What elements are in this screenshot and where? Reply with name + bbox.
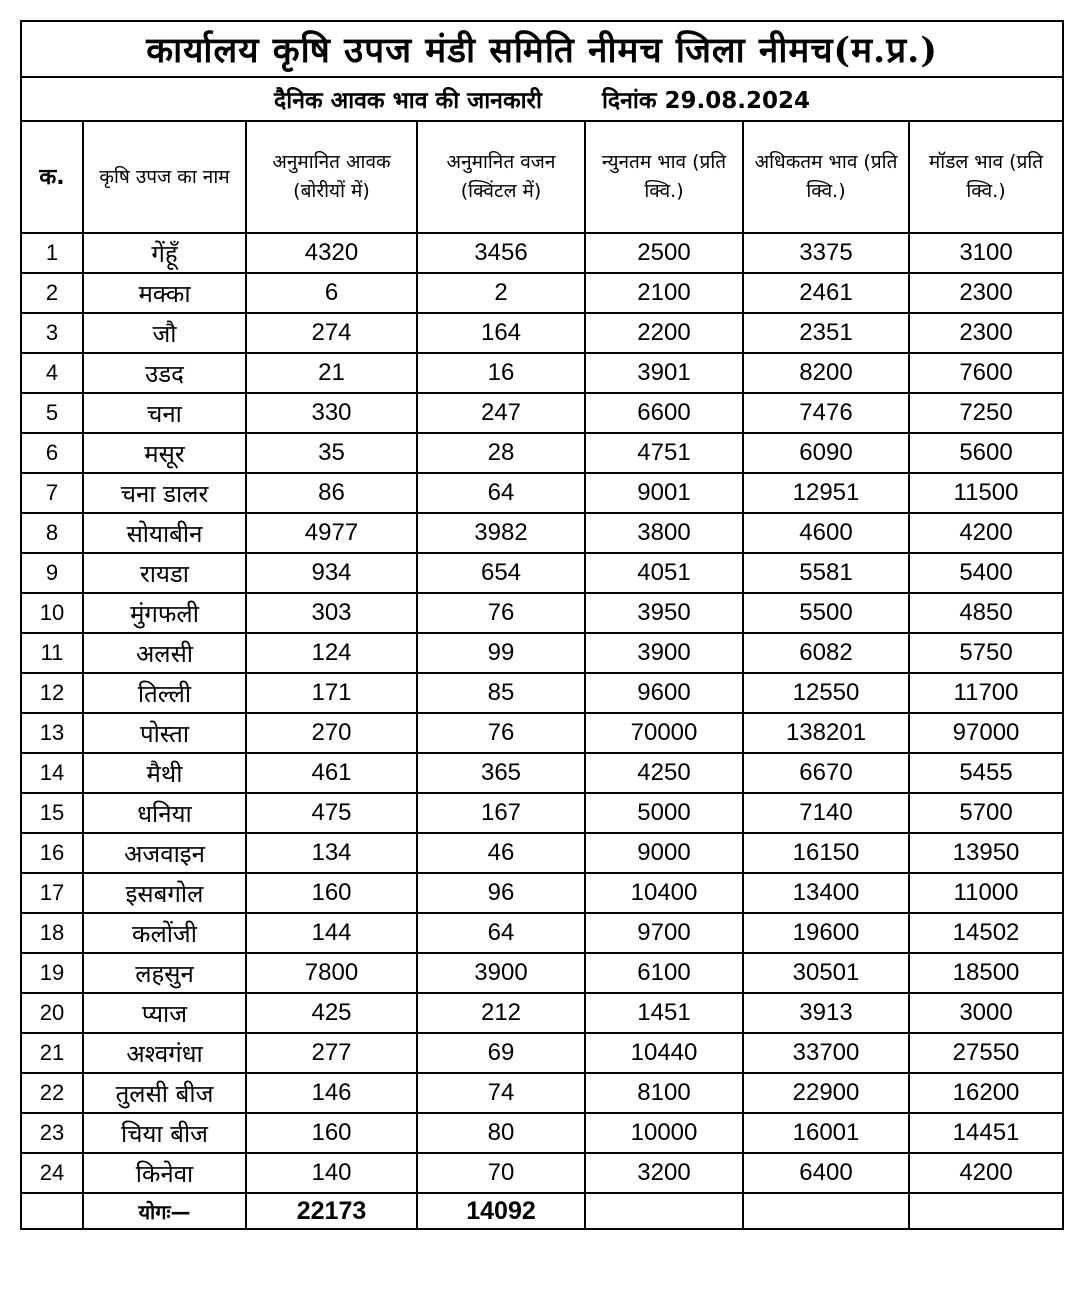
weight-quintal-cell: 96 (417, 873, 585, 913)
min-price-cell: 2500 (585, 233, 743, 273)
table-row (21, 233, 1063, 273)
modal-price-cell: 11000 (909, 873, 1063, 913)
col-header-max-price: अधिकतम भाव (प्रति क्वि.) (743, 121, 909, 233)
report-sheet (20, 20, 1062, 1230)
max-price-cell: 5581 (743, 553, 909, 593)
max-price-cell: 30501 (743, 953, 909, 993)
min-price-cell: 1451 (585, 993, 743, 1033)
max-price-cell: 3375 (743, 233, 909, 273)
serial-number-cell: 10 (21, 593, 83, 633)
max-price-cell: 12951 (743, 473, 909, 513)
crop-name-cell: तिल्ली (83, 673, 246, 713)
min-price-cell: 6100 (585, 953, 743, 993)
table-row (21, 353, 1063, 393)
max-price-cell: 7140 (743, 793, 909, 833)
arrival-bags-cell: 4320 (246, 233, 417, 273)
modal-price-cell: 5600 (909, 433, 1063, 473)
min-price-cell: 4250 (585, 753, 743, 793)
min-price-cell: 6600 (585, 393, 743, 433)
arrival-bags-cell: 934 (246, 553, 417, 593)
weight-quintal-cell: 76 (417, 713, 585, 753)
serial-number-cell: 24 (21, 1153, 83, 1193)
table-row (21, 1113, 1063, 1153)
total-empty-cell (909, 1193, 1063, 1229)
weight-quintal-cell: 76 (417, 593, 585, 633)
report-subtitle (21, 77, 1063, 121)
table-row (21, 753, 1063, 793)
total-label: योगः— (83, 1193, 246, 1229)
modal-price-cell: 5455 (909, 753, 1063, 793)
min-price-cell: 2100 (585, 273, 743, 313)
weight-quintal-cell: 3456 (417, 233, 585, 273)
modal-price-cell: 4850 (909, 593, 1063, 633)
arrival-bags-cell: 303 (246, 593, 417, 633)
max-price-cell: 8200 (743, 353, 909, 393)
crop-name-cell: अश्वगंधा (83, 1033, 246, 1073)
arrival-bags-cell: 160 (246, 1113, 417, 1153)
report-date: दिनांक 29.08.2024 (601, 88, 811, 114)
modal-price-cell: 5400 (909, 553, 1063, 593)
weight-quintal-cell: 247 (417, 393, 585, 433)
weight-quintal-cell: 80 (417, 1113, 585, 1153)
weight-quintal-cell: 654 (417, 553, 585, 593)
arrival-bags-cell: 21 (246, 353, 417, 393)
table-row (21, 473, 1063, 513)
crop-name-cell: पोस्ता (83, 713, 246, 753)
max-price-cell: 138201 (743, 713, 909, 753)
table-row (21, 673, 1063, 713)
arrival-bags-cell: 35 (246, 433, 417, 473)
table-row (21, 873, 1063, 913)
col-header-arrival-bags: अनुमानित आवक (बोरीयों में) (246, 121, 417, 233)
weight-quintal-cell: 16 (417, 353, 585, 393)
weight-quintal-cell: 69 (417, 1033, 585, 1073)
table-row (21, 393, 1063, 433)
table-row (21, 953, 1063, 993)
max-price-cell: 2461 (743, 273, 909, 313)
crop-name-cell: किनेवा (83, 1153, 246, 1193)
min-price-cell: 9600 (585, 673, 743, 713)
serial-number-cell: 7 (21, 473, 83, 513)
serial-number-cell: 12 (21, 673, 83, 713)
modal-price-cell: 7250 (909, 393, 1063, 433)
weight-quintal-cell: 164 (417, 313, 585, 353)
min-price-cell: 3950 (585, 593, 743, 633)
weight-quintal-cell: 2 (417, 273, 585, 313)
weight-quintal-cell: 99 (417, 633, 585, 673)
serial-number-cell: 17 (21, 873, 83, 913)
table-row (21, 553, 1063, 593)
serial-number-cell: 9 (21, 553, 83, 593)
modal-price-cell: 97000 (909, 713, 1063, 753)
modal-price-cell: 13950 (909, 833, 1063, 873)
table-row (21, 313, 1063, 353)
weight-quintal-cell: 167 (417, 793, 585, 833)
total-empty-cell (585, 1193, 743, 1229)
min-price-cell: 9001 (585, 473, 743, 513)
modal-price-cell: 11500 (909, 473, 1063, 513)
arrival-bags-cell: 330 (246, 393, 417, 433)
crop-name-cell: मैथी (83, 753, 246, 793)
modal-price-cell: 2300 (909, 273, 1063, 313)
max-price-cell: 7476 (743, 393, 909, 433)
min-price-cell: 3901 (585, 353, 743, 393)
arrival-bags-cell: 124 (246, 633, 417, 673)
serial-number-cell: 2 (21, 273, 83, 313)
modal-price-cell: 4200 (909, 1153, 1063, 1193)
serial-number-cell: 19 (21, 953, 83, 993)
weight-quintal-cell: 85 (417, 673, 585, 713)
serial-number-cell: 22 (21, 1073, 83, 1113)
serial-number-cell: 5 (21, 393, 83, 433)
min-price-cell: 8100 (585, 1073, 743, 1113)
crop-name-cell: लहसुन (83, 953, 246, 993)
min-price-cell: 10000 (585, 1113, 743, 1153)
max-price-cell: 19600 (743, 913, 909, 953)
max-price-cell: 12550 (743, 673, 909, 713)
crop-name-cell: उडद (83, 353, 246, 393)
office-title: कार्यालय कृषि उपज मंडी समिति नीमच जिला नीमच(म.प्र.) (21, 21, 1063, 77)
max-price-cell: 33700 (743, 1033, 909, 1073)
table-row (21, 793, 1063, 833)
arrival-bags-cell: 425 (246, 993, 417, 1033)
serial-number-cell: 16 (21, 833, 83, 873)
table-row (21, 593, 1063, 633)
crop-name-cell: गेंहूँ (83, 233, 246, 273)
crop-name-cell: प्याज (83, 993, 246, 1033)
arrival-bags-cell: 7800 (246, 953, 417, 993)
total-empty-cell (21, 1193, 83, 1229)
serial-number-cell: 1 (21, 233, 83, 273)
arrival-bags-cell: 171 (246, 673, 417, 713)
total-empty-cell (743, 1193, 909, 1229)
serial-number-cell: 18 (21, 913, 83, 953)
arrival-bags-cell: 140 (246, 1153, 417, 1193)
crop-name-cell: जौ (83, 313, 246, 353)
weight-quintal-cell: 64 (417, 913, 585, 953)
crop-name-cell: धनिया (83, 793, 246, 833)
table-row (21, 1073, 1063, 1113)
crop-name-cell: चिया बीज (83, 1113, 246, 1153)
total-arrival-bags: 22173 (246, 1193, 417, 1229)
max-price-cell: 6670 (743, 753, 909, 793)
crop-name-cell: चना डालर (83, 473, 246, 513)
min-price-cell: 3800 (585, 513, 743, 553)
modal-price-cell: 2300 (909, 313, 1063, 353)
serial-number-cell: 21 (21, 1033, 83, 1073)
serial-number-cell: 23 (21, 1113, 83, 1153)
serial-number-cell: 20 (21, 993, 83, 1033)
arrival-bags-cell: 6 (246, 273, 417, 313)
max-price-cell: 16150 (743, 833, 909, 873)
table-row (21, 1153, 1063, 1193)
modal-price-cell: 11700 (909, 673, 1063, 713)
serial-number-cell: 4 (21, 353, 83, 393)
crop-name-cell: मुंगफली (83, 593, 246, 633)
weight-quintal-cell: 74 (417, 1073, 585, 1113)
max-price-cell: 2351 (743, 313, 909, 353)
arrival-bags-cell: 160 (246, 873, 417, 913)
max-price-cell: 6082 (743, 633, 909, 673)
arrival-bags-cell: 86 (246, 473, 417, 513)
weight-quintal-cell: 3900 (417, 953, 585, 993)
weight-quintal-cell: 64 (417, 473, 585, 513)
total-row (21, 1193, 1063, 1229)
modal-price-cell: 18500 (909, 953, 1063, 993)
serial-number-cell: 6 (21, 433, 83, 473)
max-price-cell: 5500 (743, 593, 909, 633)
modal-price-cell: 4200 (909, 513, 1063, 553)
serial-number-cell: 15 (21, 793, 83, 833)
crop-name-cell: इसबगोल (83, 873, 246, 913)
table-row (21, 833, 1063, 873)
crop-name-cell: मक्का (83, 273, 246, 313)
max-price-cell: 3913 (743, 993, 909, 1033)
crop-name-cell: सोयाबीन (83, 513, 246, 553)
col-header-min-price: न्युनतम भाव (प्रति क्वि.) (585, 121, 743, 233)
col-header-sn: क. (21, 121, 83, 233)
weight-quintal-cell: 212 (417, 993, 585, 1033)
weight-quintal-cell: 3982 (417, 513, 585, 553)
mandi-rates-table (20, 20, 1064, 1230)
arrival-bags-cell: 146 (246, 1073, 417, 1113)
min-price-cell: 5000 (585, 793, 743, 833)
crop-name-cell: मसूर (83, 433, 246, 473)
modal-price-cell: 27550 (909, 1033, 1063, 1073)
min-price-cell: 4051 (585, 553, 743, 593)
max-price-cell: 13400 (743, 873, 909, 913)
arrival-bags-cell: 134 (246, 833, 417, 873)
min-price-cell: 10400 (585, 873, 743, 913)
serial-number-cell: 14 (21, 753, 83, 793)
modal-price-cell: 14451 (909, 1113, 1063, 1153)
serial-number-cell: 3 (21, 313, 83, 353)
modal-price-cell: 5700 (909, 793, 1063, 833)
column-header-row (21, 121, 1063, 233)
table-row (21, 1033, 1063, 1073)
table-row (21, 273, 1063, 313)
crop-name-cell: अलसी (83, 633, 246, 673)
arrival-bags-cell: 461 (246, 753, 417, 793)
max-price-cell: 6400 (743, 1153, 909, 1193)
col-header-modal-price: मॉडल भाव (प्रति क्वि.) (909, 121, 1063, 233)
table-row (21, 433, 1063, 473)
crop-name-cell: कलोंजी (83, 913, 246, 953)
modal-price-cell: 3100 (909, 233, 1063, 273)
min-price-cell: 10440 (585, 1033, 743, 1073)
table-row (21, 913, 1063, 953)
arrival-bags-cell: 144 (246, 913, 417, 953)
table-row (21, 713, 1063, 753)
weight-quintal-cell: 365 (417, 753, 585, 793)
serial-number-cell: 11 (21, 633, 83, 673)
arrival-bags-cell: 270 (246, 713, 417, 753)
min-price-cell: 9700 (585, 913, 743, 953)
min-price-cell: 70000 (585, 713, 743, 753)
modal-price-cell: 14502 (909, 913, 1063, 953)
min-price-cell: 3200 (585, 1153, 743, 1193)
total-weight-quintal: 14092 (417, 1193, 585, 1229)
max-price-cell: 16001 (743, 1113, 909, 1153)
max-price-cell: 22900 (743, 1073, 909, 1113)
modal-price-cell: 5750 (909, 633, 1063, 673)
max-price-cell: 6090 (743, 433, 909, 473)
weight-quintal-cell: 70 (417, 1153, 585, 1193)
min-price-cell: 3900 (585, 633, 743, 673)
col-header-crop: कृषि उपज का नाम (83, 121, 246, 233)
weight-quintal-cell: 28 (417, 433, 585, 473)
arrival-bags-cell: 274 (246, 313, 417, 353)
weight-quintal-cell: 46 (417, 833, 585, 873)
modal-price-cell: 16200 (909, 1073, 1063, 1113)
serial-number-cell: 13 (21, 713, 83, 753)
crop-name-cell: तुलसी बीज (83, 1073, 246, 1113)
crop-name-cell: अजवाइन (83, 833, 246, 873)
crop-name-cell: चना (83, 393, 246, 433)
min-price-cell: 9000 (585, 833, 743, 873)
col-header-weight-quintal: अनुमानित वजन (क्विंटल में) (417, 121, 585, 233)
min-price-cell: 2200 (585, 313, 743, 353)
min-price-cell: 4751 (585, 433, 743, 473)
arrival-bags-cell: 475 (246, 793, 417, 833)
modal-price-cell: 7600 (909, 353, 1063, 393)
max-price-cell: 4600 (743, 513, 909, 553)
arrival-bags-cell: 4977 (246, 513, 417, 553)
modal-price-cell: 3000 (909, 993, 1063, 1033)
report-subtitle-text: दैनिक आवक भाव की जानकारी (274, 88, 542, 114)
table-row (21, 513, 1063, 553)
crop-name-cell: रायडा (83, 553, 246, 593)
serial-number-cell: 8 (21, 513, 83, 553)
table-row (21, 993, 1063, 1033)
table-row (21, 633, 1063, 673)
arrival-bags-cell: 277 (246, 1033, 417, 1073)
